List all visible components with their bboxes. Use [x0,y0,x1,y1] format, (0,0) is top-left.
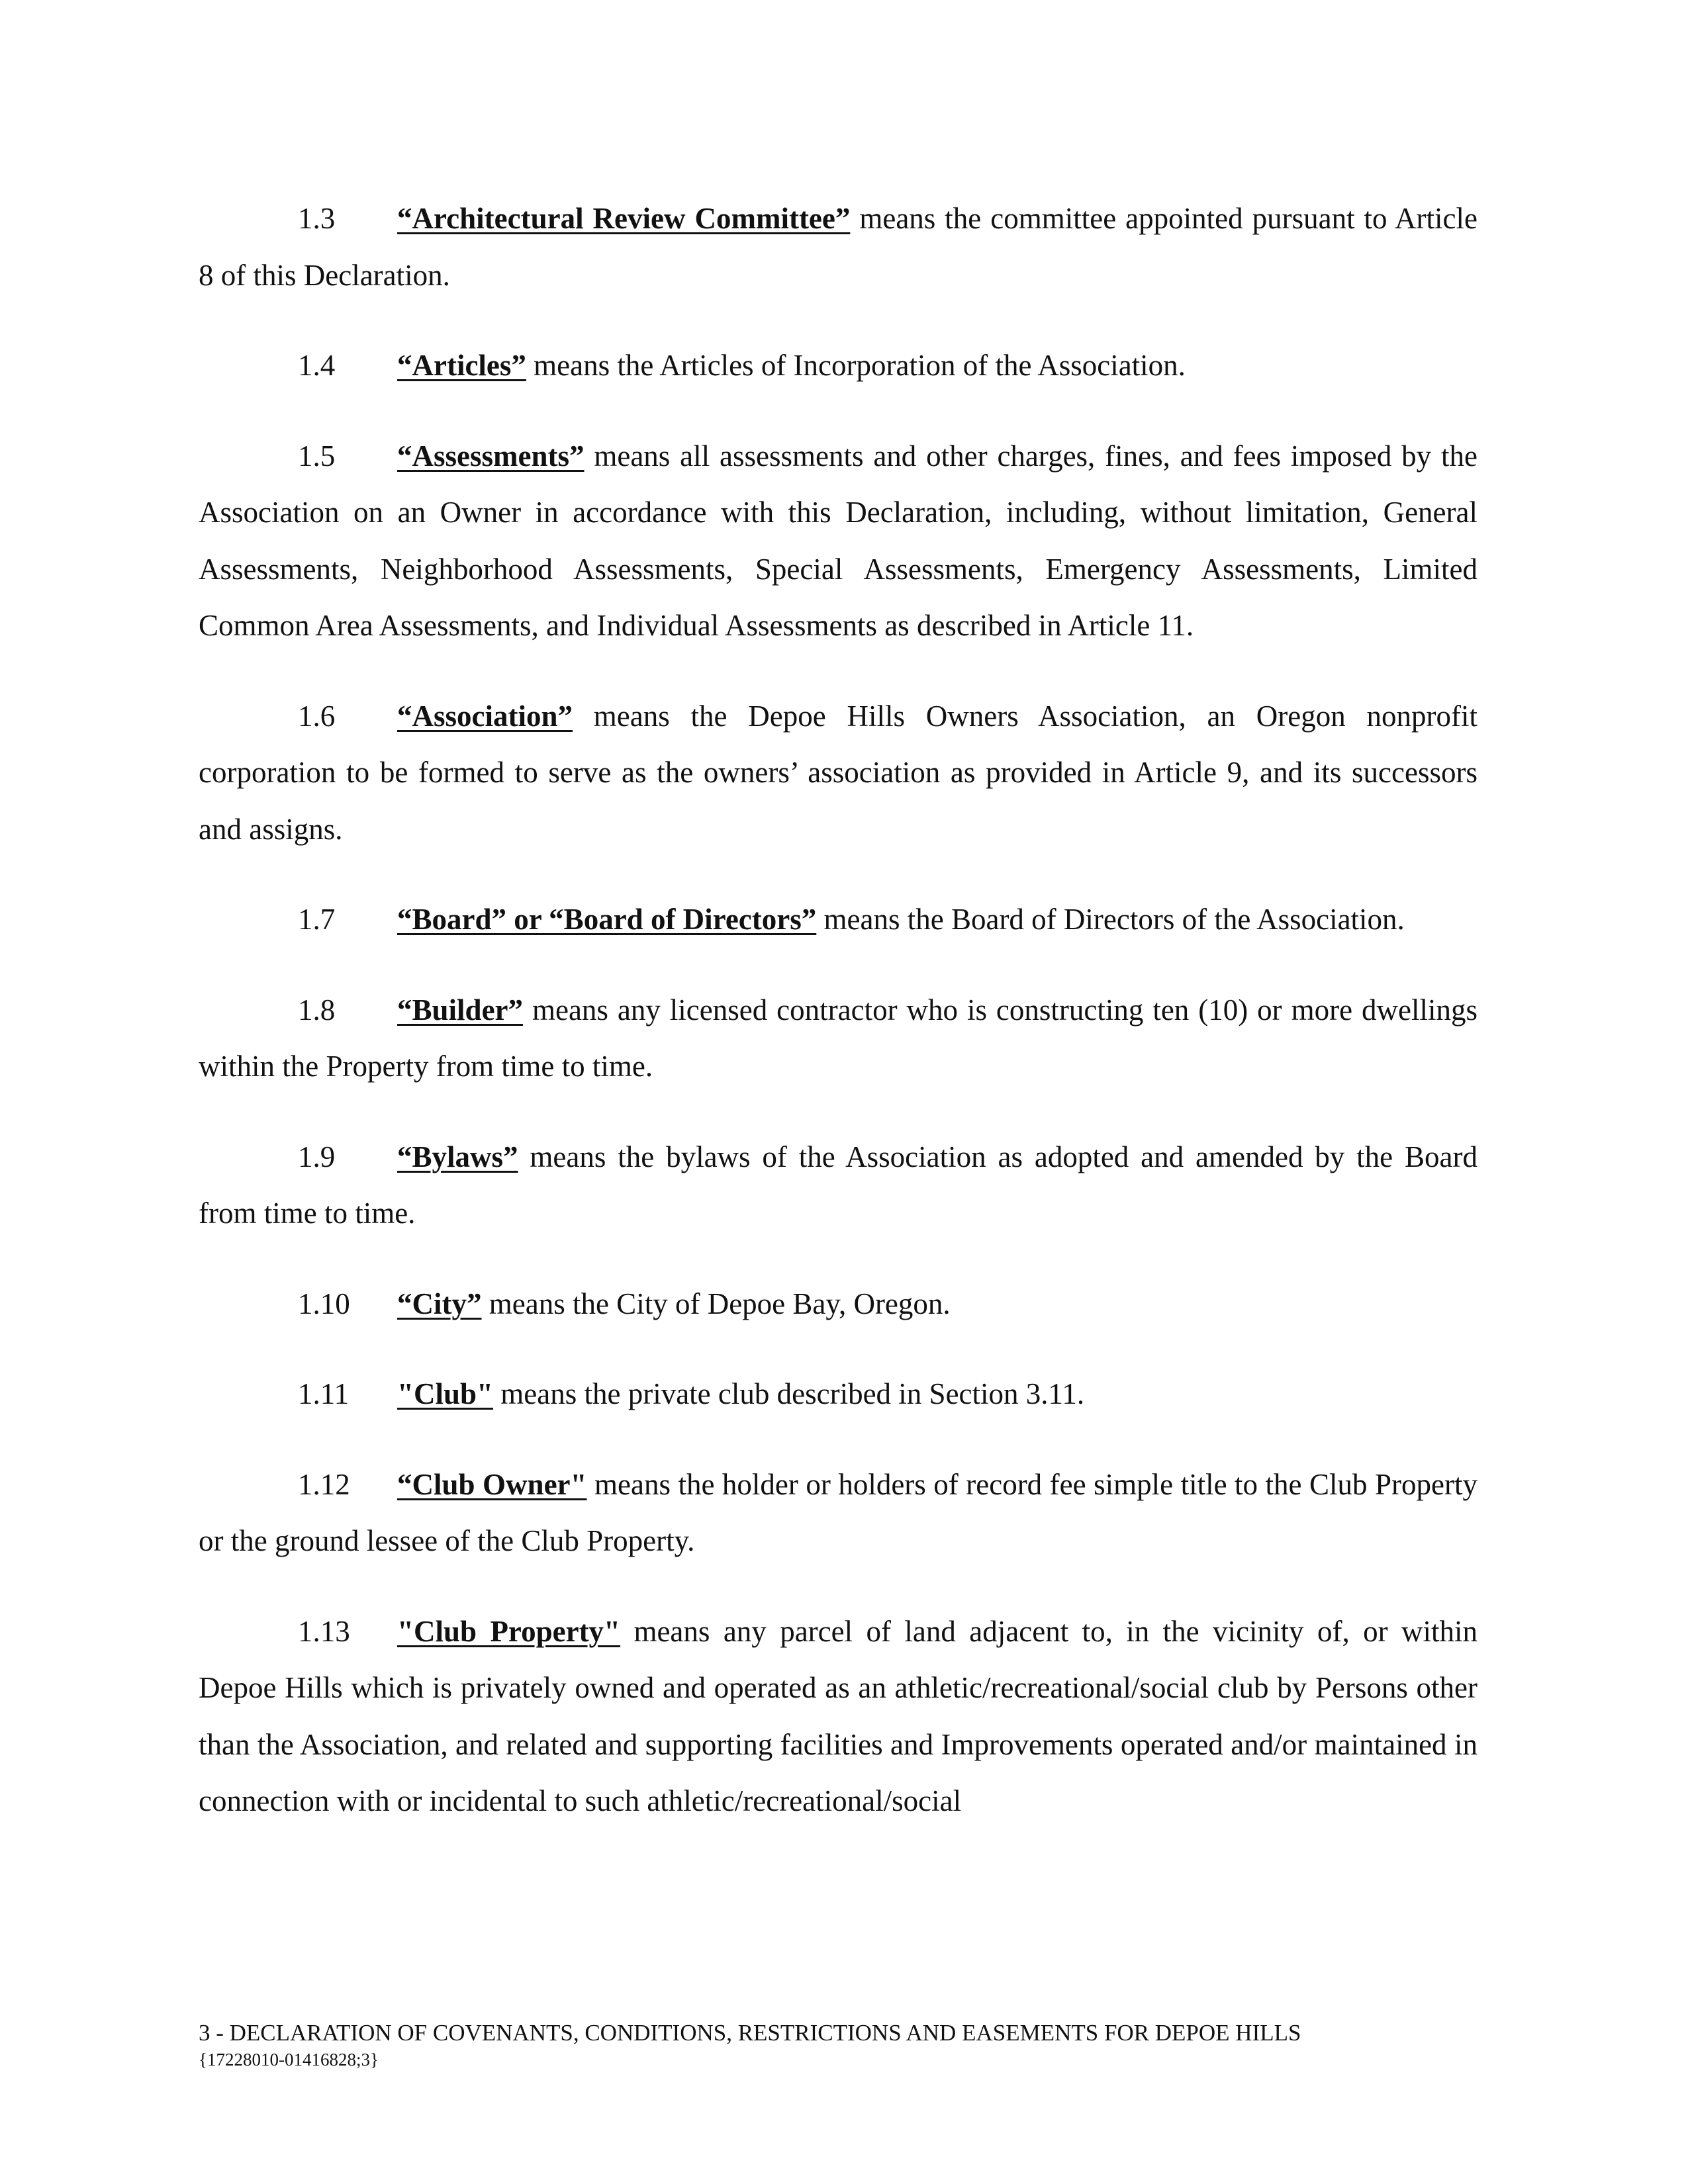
defined-term: “City” [397,1287,482,1320]
section-number: 1.6 [298,699,336,733]
definitions-list [199,191,1477,1864]
definition-text: means the private club described in Section 3.11. [493,1377,1085,1410]
definition-text: means any licensed contractor who is constructing ten (10) or more dwellings within the Property from time to time. [199,993,1477,1083]
defined-term: “Articles” [397,349,526,382]
definition-text: means the City of Depoe Bay, Oregon. [481,1287,951,1320]
definition-1-8 [199,982,1477,1095]
definition-1-4 [199,338,1477,394]
definition-text: means the Board of Directors of the Association. [816,903,1405,936]
definition-text: means the Articles of Incorporation of the Association. [526,349,1186,382]
defined-term: “Bylaws” [397,1140,518,1173]
definition-text: means the bylaws of the Association as adopted and amended by the Board from time to time. [199,1140,1477,1230]
definition-1-7 [199,891,1477,948]
definition-1-3 [199,191,1477,304]
defined-term: “Assessments” [397,439,585,473]
definition-1-12 [199,1457,1477,1570]
footer-title: 3 - DECLARATION OF COVENANTS, CONDITIONS, RESTRICTIONS AND EASEMENTS FOR DEPOE HILLS [199,2020,1301,2046]
definition-1-9 [199,1129,1477,1242]
definition-text: means the Depoe Hills Owners Association, an Oregon nonprofit corporation to be formed to serve as the owners’ association as provided in Article 9, and its successors and assigns. [199,699,1477,846]
definition-text: means any parcel of land adjacent to, in the vicinity of, or within Depoe Hills which is privately owned and operated as an athletic/recreational/social club by Persons other than the Association, and related and supporting facilities and Improvements operated and/or maintained in connection with or incidental to such athletic/recreational/social [199,1614,1477,1817]
definition-1-10 [199,1276,1477,1333]
document-code: {17228010-01416828;3} [199,2050,379,2070]
defined-term: “Builder” [397,993,524,1026]
definition-text: means the holder or holders of record fee simple title to the Club Property or the ground lessee of the Club Property. [199,1467,1477,1557]
page-footer [199,2019,1509,2071]
section-number: 1.4 [298,349,336,382]
section-number: 1.9 [298,1140,336,1173]
defined-term: “Board” or “Board of Directors” [397,903,817,936]
section-number: 1.11 [298,1377,350,1410]
section-number: 1.13 [298,1614,350,1648]
definition-1-5 [199,428,1477,655]
section-number: 1.8 [298,993,336,1026]
section-number: 1.5 [298,439,336,473]
defined-term: “Architectural Review Committee” [397,202,851,235]
defined-term: “Club Owner" [397,1467,587,1501]
definition-1-6 [199,688,1477,858]
section-number: 1.12 [298,1467,350,1501]
definition-1-13 [199,1604,1477,1830]
defined-term: “Association” [397,699,573,733]
definition-text: means the committee appointed pursuant to Article 8 of this Declaration. [199,202,1477,292]
definition-1-11 [199,1366,1477,1423]
defined-term: "Club Property" [397,1614,621,1648]
section-number: 1.7 [298,903,336,936]
section-number: 1.3 [298,202,336,235]
defined-term: "Club" [397,1377,494,1410]
section-number: 1.10 [298,1287,350,1320]
definition-text: means all assessments and other charges, fines, and fees imposed by the Association on an Owner in accordance with this Declaration, including, without limitation, General Assessments, Neighborhood Assessments, Special Assessments, Emergency Assessments, Limited Common Area Assessments, and Individual Assessments as described in Article 11. [199,439,1477,642]
